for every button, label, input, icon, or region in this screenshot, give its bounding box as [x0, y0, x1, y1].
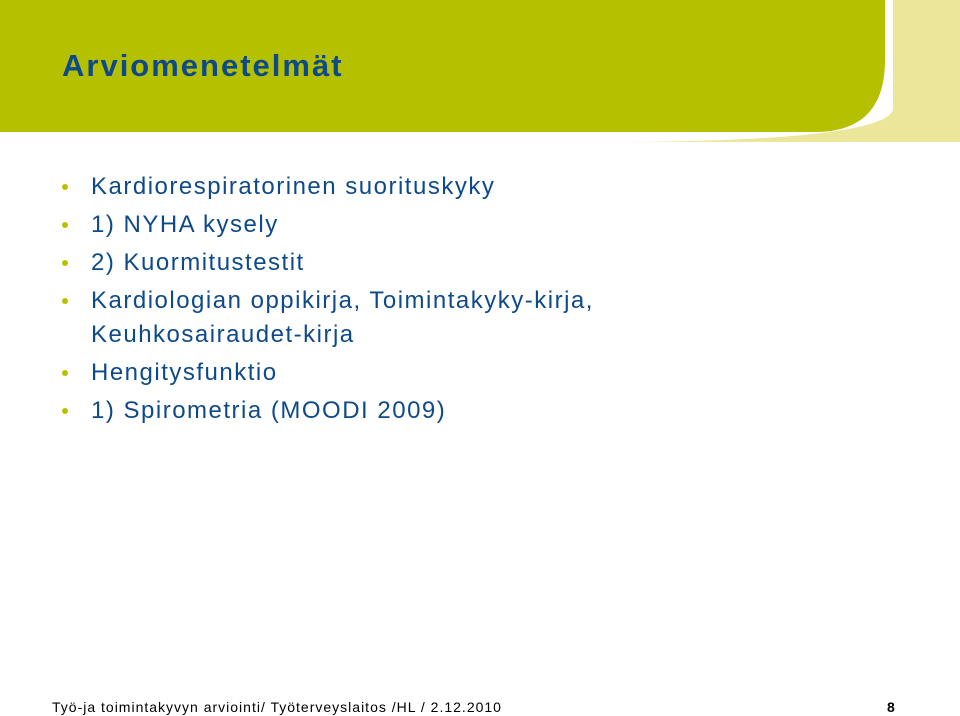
- bullet-text-line-2: Keuhkosairaudet-kirja: [91, 321, 355, 348]
- bullet-item: [62, 170, 594, 204]
- bullet-text: 2) Kuormitustestit: [91, 249, 305, 276]
- bullet-item: [62, 284, 594, 352]
- bullet-text: 1) Spirometria (MOODI 2009): [91, 397, 447, 424]
- bullet-dot-icon: [62, 298, 68, 304]
- bullet-dot-icon: [62, 184, 68, 190]
- bullet-item: [62, 246, 594, 280]
- bullet-item: [62, 208, 594, 242]
- bullet-dot-icon: [62, 408, 68, 414]
- bullet-text: Hengitysfunktio: [91, 359, 278, 386]
- footer-text: Työ-ja toimintakyvyn arviointi/ Työterveyslaitos /HL / 2.12.2010: [52, 699, 502, 715]
- bullet-item: [62, 394, 594, 428]
- bullet-text: 1) NYHA kysely: [91, 211, 279, 238]
- bullet-dot-icon: [62, 222, 68, 228]
- bullet-item: [62, 356, 594, 390]
- bullet-text-line-1: Kardiologian oppikirja, Toimintakyky-kirja,: [91, 287, 594, 314]
- bullet-dot-icon: [62, 370, 68, 376]
- bullet-text: Kardiorespiratorinen suorituskyky: [91, 173, 496, 200]
- page-number: 8: [887, 699, 895, 715]
- bullet-dot-icon: [62, 260, 68, 266]
- bullet-list: [62, 170, 594, 432]
- slide-title: Arviomenetelmät: [62, 48, 344, 83]
